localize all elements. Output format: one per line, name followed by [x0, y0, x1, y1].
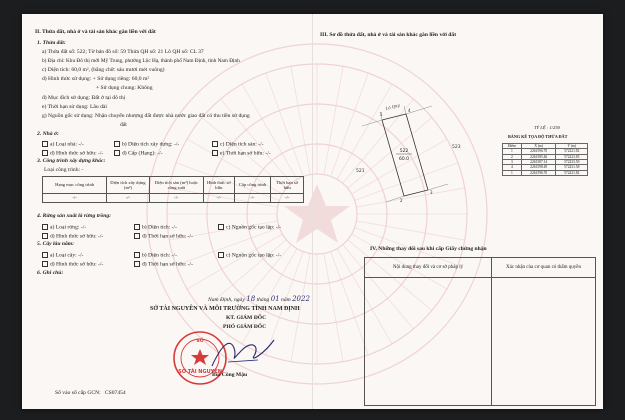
- watermark-ray: [324, 66, 343, 174]
- coord-header: Điểm: [503, 144, 522, 149]
- address: b) Địa chỉ: Khu Đô thị mới Mỹ Trung, phường Lộc Hạ, thành phố Nam Định, tỉnh Nam Định: [42, 58, 240, 64]
- issue-date: Nam Định, ngày 18 tháng 01 năm 2022: [208, 295, 310, 303]
- construction-table: [42, 176, 304, 203]
- table-cell: -/-: [204, 194, 235, 203]
- watermark-ray: [187, 234, 282, 289]
- s2-title: 2. Nhà ở:: [37, 131, 59, 137]
- coord-cell: 572221.82: [556, 149, 588, 154]
- watermark-ray: [242, 84, 297, 179]
- map-scale: TỶ LỆ : 1/250: [534, 125, 560, 130]
- coord-cell: 4: [503, 165, 522, 170]
- th-floor-area: Diện tích sàn (m²) hoặc công suất: [149, 177, 203, 194]
- th-build-area: Diện tích xây dựng (m²): [107, 177, 150, 194]
- changes-empty-cell: [365, 278, 492, 406]
- road-label: Lô Quy: [384, 102, 401, 111]
- usage-shared: + Sử dụng chung: Không: [96, 85, 153, 91]
- watermark-ray: [291, 66, 310, 174]
- section-iii-title: III. Sơ đồ thửa đất, nhà ở và tài sản khác gắn liền với đất: [320, 32, 457, 38]
- s3-type: Loại công trình: -: [44, 167, 84, 173]
- s5-title: 5. Cây lâu năm:: [37, 241, 74, 247]
- signer-name: Bùi Công Mậu: [212, 372, 248, 378]
- coord-cell: 1: [503, 149, 522, 154]
- deputy-director: PHÓ GIÁM ĐỐC: [223, 324, 267, 330]
- coord-row: [503, 170, 588, 175]
- usage-form: d) Hình thức sử dụng: + Sử dụng riêng: 60,0 m²: [42, 76, 149, 82]
- plot-area: 60.0: [398, 157, 410, 162]
- neighbor-right: 523: [452, 145, 461, 150]
- coordinate-table: [502, 143, 588, 176]
- vertex-4: 4: [408, 108, 411, 113]
- s1-title: 1. Thửa đất:: [37, 40, 66, 46]
- kt-director: KT. GIÁM ĐỐC: [226, 315, 267, 321]
- forest-term: đ) Thời hạn sở hữu: -/-: [134, 233, 193, 240]
- coord-cell: 2261587.14: [521, 159, 556, 164]
- usage-origin-cont: đất: [120, 122, 127, 128]
- parcel-sketch: [352, 86, 462, 216]
- usage-origin: g) Nguồn gốc sử dụng: Nhận chuyển nhượng đất được nhà nước giao đất có thu tiền sử dụng: [42, 113, 250, 119]
- coord-cell: 572221.82: [556, 170, 588, 175]
- forest-type: a) Loại rừng: -/-: [42, 224, 86, 231]
- authority-name: SỞ TÀI NGUYÊN VÀ MÔI TRƯỜNG TỈNH NAM ĐỊNH: [150, 306, 300, 312]
- changes-col-content: Nội dung thay đổi và cơ sở pháp lý: [365, 258, 492, 278]
- coord-cell: 3: [503, 159, 522, 164]
- usage-purpose: đ) Mục đích sử dụng: Đất ở tại đô thị: [42, 95, 126, 101]
- th-grade: Cấp công trình: [234, 177, 271, 194]
- neighbor-left: 521: [356, 169, 365, 174]
- coord-header: X (m): [521, 144, 556, 149]
- house-build-area: b) Diện tích xây dựng: -/-: [114, 141, 179, 148]
- forest-area: b) Diện tích: -/-: [134, 224, 177, 231]
- table-cell: -/-: [149, 194, 203, 203]
- house-ownership: d) Hình thức sở hữu: -/-: [42, 150, 103, 157]
- th-ownership: Hình thức sở hữu: [204, 177, 235, 194]
- tree-origin: c) Nguồn gốc tạo lập: -/-: [218, 252, 281, 259]
- house-term: e) Thời hạn sở hữu: -/-: [212, 150, 271, 157]
- s6-title: 6. Ghi chú:: [37, 270, 64, 276]
- table-cell: -/-: [234, 194, 271, 203]
- watermark-ray: [356, 221, 464, 240]
- s4-title: 4. Rừng sản xuất là rừng trồng:: [37, 213, 112, 219]
- coord-header: Y (m): [556, 144, 588, 149]
- section-ii-title: II. Thửa đất, nhà ở và tài sản khác gắn liền với đất: [35, 29, 156, 35]
- watermark-ray: [324, 253, 343, 361]
- gcn-number: Số vào sổ cấp GCN: CS07454: [55, 390, 126, 396]
- section-iv-title: IV. Những thay đổi sau khi cấp Giấy chứng nhận: [370, 246, 487, 252]
- coord-cell: 1: [503, 170, 522, 175]
- parcel-info: a) Thửa đất số: 522; Tờ bản đồ số: 59 Thửa QH số: 21 Lô QH số: CL 37: [42, 49, 204, 55]
- th-item: Hạng mục công trình: [43, 177, 107, 194]
- changes-empty-cell: [492, 278, 596, 406]
- vertex-1: 1: [380, 112, 383, 117]
- table-cell: -/-: [43, 194, 107, 203]
- changes-table: [364, 257, 596, 406]
- tree-area: b) Diện tích: -/-: [134, 252, 177, 259]
- area: c) Diện tích: 60,0 m², (bằng chữ: sáu mươi mét vuông): [42, 67, 165, 73]
- forest-origin: c) Nguồn gốc tạo lập: -/-: [218, 224, 281, 231]
- house-floor-area: c) Diện tích sàn: -/-: [212, 141, 264, 148]
- coord-cell: 2: [503, 154, 522, 159]
- tree-term: đ) Thời hạn sở hữu: -/-: [134, 261, 193, 268]
- house-type: a) Loại nhà: -/-: [42, 141, 84, 148]
- vertex-3: 3: [430, 190, 433, 195]
- coord-cell: 2261585.46: [521, 154, 556, 159]
- coord-cell: 2261596.70: [521, 149, 556, 154]
- tree-type: a) Loại cây: -/-: [42, 252, 83, 259]
- certificate-page: [22, 14, 603, 409]
- signature-scribble: [208, 334, 278, 372]
- tree-ownership: d) Hình thức sở hữu: -/-: [42, 261, 103, 268]
- s3-title: 3. Công trình xây dựng khác:: [37, 158, 106, 164]
- seal-text: SỞ TÀI NGUYÊN: [178, 369, 222, 375]
- coord-cell: 572233.59: [556, 159, 588, 164]
- plot-number: 522: [399, 149, 409, 154]
- coord-cell: 2261596.70: [521, 170, 556, 175]
- svg-text:SỐ: SỐ: [196, 339, 204, 344]
- coord-cell: 2261598.49: [521, 165, 556, 170]
- coord-table-title: BẢNG KÊ TỌA ĐỘ THỬA ĐẤT: [508, 134, 568, 139]
- coord-cell: 572223.83: [556, 154, 588, 159]
- changes-col-confirm: Xác nhận của cơ quan có thẩm quyền: [492, 258, 596, 278]
- table-cell: -/-: [271, 194, 304, 203]
- coord-cell: 572231.58: [556, 165, 588, 170]
- house-grade: đ) Cấp (Hạng): -/-: [114, 150, 163, 157]
- forest-ownership: d) Hình thức sở hữu: -/-: [42, 233, 103, 240]
- th-term: Thời hạn sở hữu: [271, 177, 304, 194]
- vertex-2: 2: [400, 198, 403, 203]
- fold-line: [312, 14, 313, 409]
- table-cell: -/-: [107, 194, 150, 203]
- usage-term: e) Thời hạn sử dụng: Lâu dài: [42, 104, 107, 110]
